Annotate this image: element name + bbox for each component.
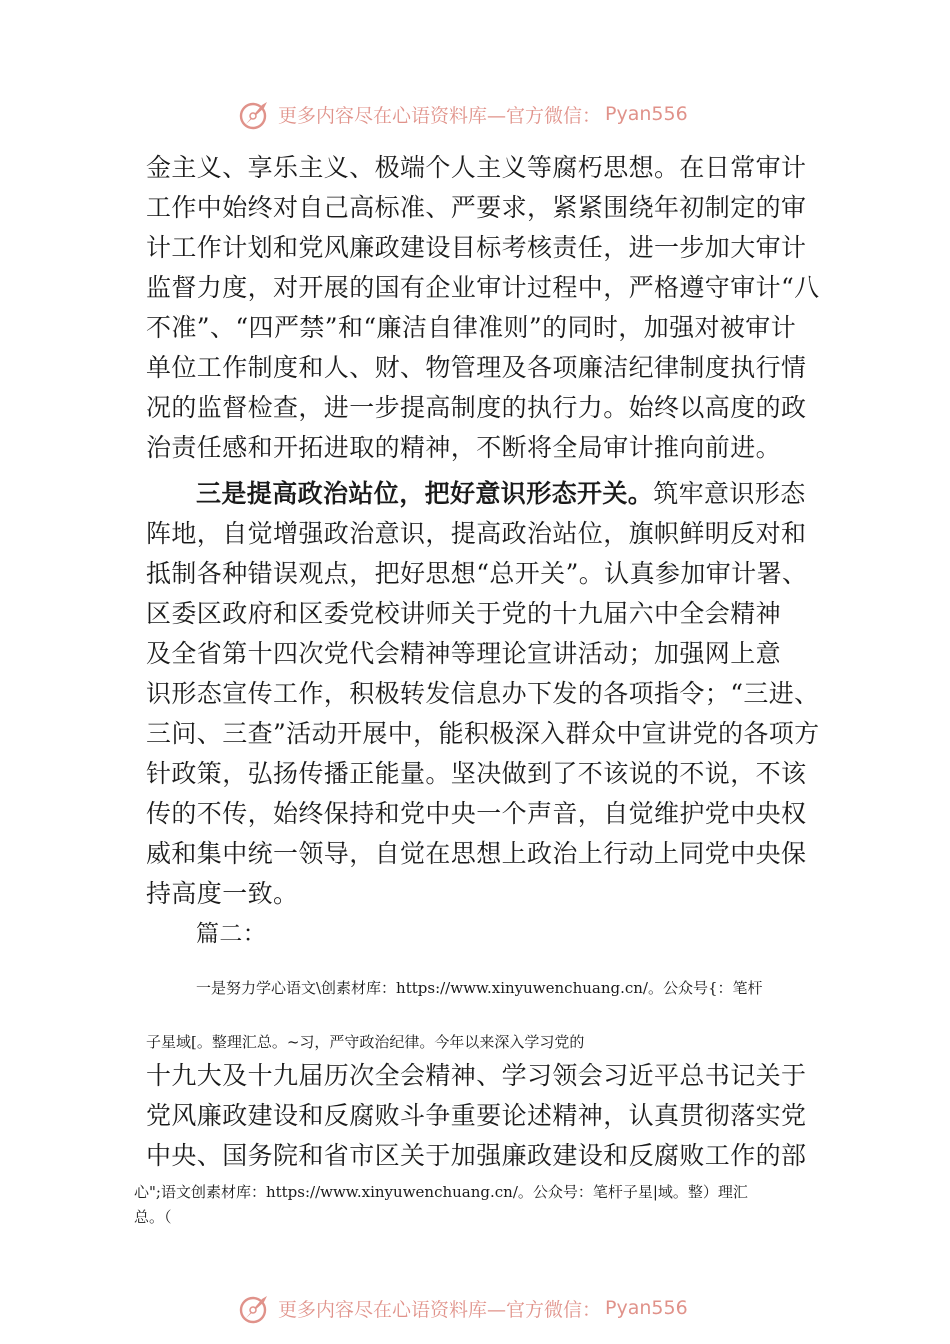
- watermark-note-line: 子星域[。整理汇总。~习，严守政治纪律。今年以来深入学习党的: [146, 1033, 585, 1051]
- text-line: 及全省第十四次党代会精神等理论宣讲活动；加强网上意: [146, 639, 782, 668]
- banner-text: 更多内容尽在心语资料库—官方微信：: [278, 1298, 602, 1321]
- banner-wechat-id: Pyan556: [605, 103, 688, 125]
- text-line: 针政策，弘扬传播正能量。坚决做到了不该说的不说，不该: [146, 759, 807, 788]
- paragraph-2-first-line: [146, 474, 826, 514]
- text-line: 识形态宣传工作，积极转发信息办下发的各项指令；“三进、: [146, 679, 820, 708]
- text-line: 监督力度，对开展的国有企业审计过程中，严格遵守审计“八: [146, 273, 820, 302]
- header-banner: [238, 94, 758, 134]
- text-line: 区委区政府和区委党校讲师关于党的十九届六中全会精神: [146, 599, 782, 628]
- text-line: 中央、国务院和省市区关于加强廉政建设和反腐败工作的部: [146, 1141, 807, 1170]
- text-line: 三问、三查”活动开展中，能积极深入群众中宣讲党的各项方: [146, 719, 820, 748]
- document-body: [146, 148, 826, 954]
- footer-banner: [238, 1288, 758, 1328]
- heading-rest: 筑牢意识形态: [653, 479, 806, 508]
- text-line: 持高度一致。: [146, 879, 299, 908]
- watermark-note-line: 一是努力学心语文\创素材库：https://www.xinyuwenchuang.cn/。公众号{：笔杆: [196, 979, 763, 997]
- text-line: 况的监督检查，进一步提高制度的执行力。始终以高度的政: [146, 393, 807, 422]
- text-line: 工作中始终对自己高标准、严要求，紧紧围绕年初制定的审: [146, 193, 807, 222]
- quill-pen-logo-icon: [238, 1291, 272, 1325]
- paragraph-1: [146, 148, 826, 468]
- text-line: 传的不传，始终保持和党中央一个声音，自觉维护党中央权: [146, 799, 807, 828]
- watermark-note-line: 总。（: [134, 1208, 172, 1226]
- paragraph-3: [146, 1056, 826, 1176]
- paragraph-2: [146, 474, 826, 914]
- text-line: 阵地，自觉增强政治意识，提高政治站位，旗帜鲜明反对和: [146, 519, 807, 548]
- text-line: 单位工作制度和人、财、物管理及各项廉洁纪律制度执行情: [146, 353, 807, 382]
- text-line: 计工作计划和党风廉政建设目标考核责任，进一步加大审计: [146, 233, 807, 262]
- banner-wechat-id: Pyan556: [605, 1297, 688, 1319]
- text-line: 威和集中统一领导，自觉在思想上政治上行动上同党中央保: [146, 839, 807, 868]
- text-line: 党风廉政建设和反腐败斗争重要论述精神，认真贯彻落实党: [146, 1101, 807, 1130]
- watermark-note-line: 心";语文创素材库：https://www.xinyuwenchuang.cn/。公众号：笔杆子星|域。整）理汇: [134, 1183, 748, 1201]
- text-line: 十九大及十九届历次全会精神、学习领会习近平总书记关于: [146, 1061, 807, 1090]
- section-label: 篇二：: [196, 921, 267, 947]
- text-line: 不准”、“四严禁”和“廉洁自律准则”的同时，加强对被审计: [146, 313, 797, 342]
- text-line: 治责任感和开拓进取的精神，不断将全局审计推向前进。: [146, 433, 782, 462]
- text-line: 抵制各种错误观点，把好思想“总开关”。认真参加审计署、: [146, 559, 808, 588]
- paragraph-heading: 三是提高政治站位，把好意识形态开关。: [196, 479, 654, 508]
- text-line: 金主义、享乐主义、极端个人主义等腐朽思想。在日常审计: [146, 153, 807, 182]
- banner-text: 更多内容尽在心语资料库—官方微信：: [278, 104, 602, 127]
- quill-pen-logo-icon: [238, 97, 272, 131]
